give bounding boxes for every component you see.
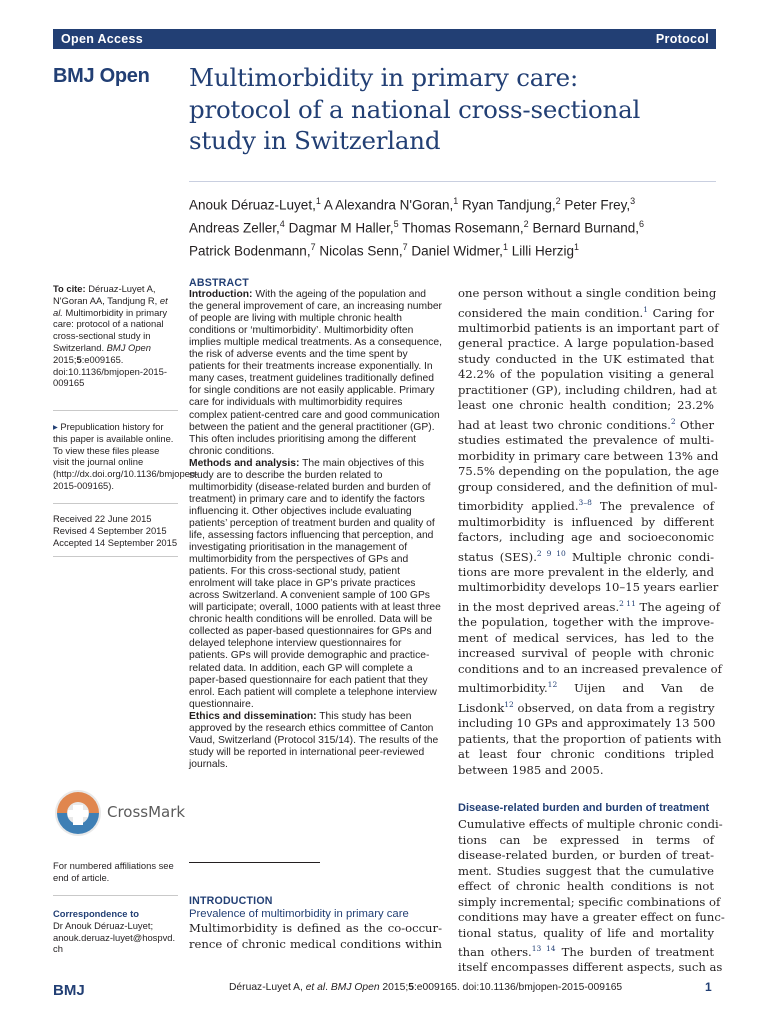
- section-subheading: Disease-related burden and burden of treatment: [458, 802, 710, 815]
- abstract-introduction: [189, 289, 442, 458]
- header-bar: [53, 29, 716, 49]
- cite-label: To cite:: [53, 283, 86, 294]
- text-line: rence of chronic medical conditions within: [189, 936, 442, 951]
- introduction-heading: INTRODUCTION: [189, 895, 273, 907]
- text-line: status (SES).$^{2 9 10}$ Multiple chronic condi-: [458, 548, 714, 564]
- correspondence-label: Correspondence to: [53, 908, 139, 919]
- article-type-label: Protocol: [655, 32, 709, 46]
- text-line: 42.2% of the population visiting a general: [458, 367, 714, 382]
- text-line: morbidity in primary care between 13% and: [458, 448, 719, 463]
- text-line: tional status, quality of life and mortality: [458, 925, 714, 940]
- text-line: one person without a single condition being: [458, 286, 717, 300]
- triangle-bullet-icon: ▸: [53, 421, 58, 432]
- author-line: Anouk Déruaz-Luyet,$^1$ A Alexandra N'Goran,$^1$ Ryan Tandjung,$^2$ Peter Frey,$^3$: [189, 196, 636, 213]
- text-line: ment of medical services, has led to the: [458, 630, 714, 645]
- section-text: This study has been approved by the research ethics committee of Canton Vaud, Switzerland (Protocol 315/14). The results of the study will be reported in international peer-reviewed journals.: [189, 710, 439, 770]
- page-number: 1: [705, 980, 712, 994]
- received-date: Received 22 June 2015: [53, 513, 152, 524]
- text-line: tions can be expressed in terms of: [458, 832, 714, 847]
- introduction-text: [189, 921, 442, 952]
- text-line: patients, that the proportion of patients with: [458, 731, 722, 746]
- revised-date: Revised 4 September 2015: [53, 524, 167, 536]
- author-line: Andreas Zeller,$^4$ Dagmar M Haller,$^5$ Thomas Rosemann,$^2$ Bernard Burnand,$^6$: [189, 219, 645, 236]
- crossmark-label: CrossMark: [107, 803, 186, 821]
- section-text: The main objectives of this study are to describe the burden related to multimorbidity (disease-related burden and burden of treatment) in primary care and to identify the factors influencing it. Other objectives include evaluating patients’ perception of treatment burden and quality of life, assessing factors influencing that perception, and investigating prioritisation in the management of multimorbidity from the perspectives of GPs and patients. For this cross-sectional study, patient enrolment will take place in GP’s private practices across Switzerland. A convenient sample of 100 GPs will participate; overall, 1000 patients with at least three chronic health conditions will be enrolled. Data will be collected as paper-based questionnaires for GPs and delayed telephone interview questionnaires for patients. GPs will provide demographic and practice-related data. In addition, each GP will complete a paper-based questionnaire for each patient that they enrol. Each patient will complete a telephone interview questionnaire.: [189, 457, 441, 710]
- prepub-block: [53, 421, 199, 492]
- text-line: conditions and to an increased prevalence of: [458, 661, 722, 676]
- title-line: protocol of a national cross-sectional: [189, 94, 641, 124]
- section-label: Methods and analysis:: [189, 457, 300, 469]
- text-line: increased survival of people with chronic: [458, 646, 714, 661]
- affiliations-note: For numbered affiliations see end of article.: [53, 860, 174, 883]
- bmj-logo[interactable]: BMJ: [53, 982, 85, 999]
- introduction-subheading: Prevalence of multimorbidity in primary care: [189, 908, 409, 920]
- text-line: conditions may have a greater effect on func-: [458, 910, 725, 925]
- correspondence-email[interactable]: anouk.deruaz-luyet@hospvd.ch: [53, 931, 176, 955]
- abstract-methods: [189, 458, 442, 711]
- text-line: 75.5% depending on the population, the age: [458, 464, 720, 479]
- text-line: multimorbidity.$^{12}$ Uijen and Van de: [458, 680, 714, 696]
- body-column-2: [458, 286, 725, 976]
- text-line: effect of chronic health conditions is not: [458, 879, 714, 894]
- text-line: itself encompasses different aspects, such as: [458, 960, 723, 975]
- introduction-section: [189, 895, 442, 952]
- text-line: Lisdonk$^{12}$ observed, on data from a registry: [458, 699, 715, 715]
- accepted-date: Accepted 14 September 2015: [53, 536, 178, 548]
- text-line: timorbidity applied.$^{3-8}$ The prevalence of: [458, 498, 714, 514]
- sidebar-divider: [53, 503, 178, 504]
- abstract-divider: [189, 862, 320, 863]
- abstract: [189, 277, 442, 771]
- author-line: Patrick Bodenmann,$^7$ Nicolas Senn,$^7$ Daniel Widmer,$^1$ Lilli Herzig$^1$: [189, 242, 579, 259]
- section-text: With the ageing of the population and the general improvement of care, an increasing number of people are living with multiple chronic health conditions or ‘multimorbidity’. Multimorbidity often implies multiple medical treatments. As a consequence, the risk of adverse events and the time spent by patients for their treatments increase exponentially. In many cases, treatment guidelines traditionally defined for single conditions are not easily applicable. Primary care for individuals with multimorbidity requires complex patient-centred care and good communication between the patient and the general practitioner (GP). This often includes prioritising among the different chronic conditions.: [189, 289, 442, 457]
- text-line: group considered, and the definition of mul-: [458, 479, 718, 494]
- text-line: disease-related burden, or burden of treat-: [458, 848, 714, 863]
- text-line: had at least two chronic conditions.$^2$ Other: [458, 416, 714, 432]
- text-line: multimorbidity is influenced by different: [458, 514, 714, 529]
- text-line: general practice. A large population-based: [458, 336, 714, 351]
- text-line: studies estimated the prevalence of multi-: [458, 433, 714, 448]
- correspondence-block: [53, 908, 178, 955]
- crossmark-icon: [53, 788, 103, 838]
- text-line: multimorbidity develops 10–15 years earlier: [458, 580, 719, 595]
- open-access-label: Open Access: [61, 32, 144, 46]
- text-line: multimorbid patients is an important part of: [458, 320, 719, 335]
- sidebar-divider: [53, 895, 178, 896]
- text-line: in the most deprived areas.$^{2 11}$ The ageing of: [458, 598, 721, 614]
- text-line: least one chronic health condition; 23.2%: [458, 398, 714, 413]
- text-line: tions are more prevalent in the elderly, and: [458, 564, 714, 579]
- text-line: Multimorbidity is defined as the co-occur-: [189, 921, 442, 935]
- author-list: [189, 192, 724, 262]
- footer-citation: Déruaz-Luyet A, et al. BMJ Open 2015;5:e009165. doi:10.1136/bmjopen-2015-009165: [229, 982, 623, 993]
- paragraph-burden: [458, 817, 725, 976]
- text-line: factors, including age and socioeconomic: [458, 530, 714, 545]
- prepub-text[interactable]: Prepublication history for this paper is available online. To view these files please visit the journal online (http://dx.doi.org/10.1136/bmjopen-2015-009165).: [53, 421, 199, 491]
- text-line: than others.$^{13 14}$ The burden of treatment: [458, 944, 714, 959]
- correspondence-name: Dr Anouk Déruaz-Luyet;: [53, 919, 154, 931]
- text-line: between 1985 and 2005.: [458, 762, 604, 777]
- dates-block: [53, 513, 178, 548]
- text-line: including 10 GPs and approximately 13 500: [458, 716, 716, 731]
- crossmark-badge[interactable]: [53, 784, 186, 842]
- text-line: considered the main condition.$^1$ Caring for: [458, 304, 715, 320]
- section-label: Ethics and dissemination:: [189, 710, 317, 722]
- abstract-heading: ABSTRACT: [189, 277, 249, 289]
- cite-text: Déruaz-Luyet A, N'Goran AA, Tandjung R, et al. Multimorbidity in primary care: protocol of a national cross-sectional study in Switzerland. BMJ Open 2015;5:e009165. doi:10.1136/bmjopen-2015-009165: [53, 283, 168, 389]
- text-line: the population, together with the improve-: [458, 615, 714, 630]
- section-label: Introduction:: [189, 289, 253, 301]
- text-line: study conducted in the UK estimated that: [458, 351, 714, 366]
- title-divider: [189, 181, 716, 182]
- text-line: at least four chronic conditions tripled: [458, 747, 714, 762]
- text-line: ment. Studies suggest that the cumulative: [458, 863, 714, 878]
- text-line: Cumulative effects of multiple chronic condi-: [458, 817, 723, 832]
- article-title: [189, 62, 729, 157]
- title-line: study in Switzerland: [189, 126, 441, 155]
- sidebar-divider: [53, 556, 178, 557]
- abstract-ethics: [189, 711, 442, 771]
- sidebar-divider: [53, 410, 178, 411]
- title-line: Multimorbidity in primary care:: [189, 63, 578, 92]
- paragraph-prevalence: [458, 286, 722, 778]
- journal-logo[interactable]: BMJ Open: [53, 65, 150, 87]
- text-line: simply incremental; specific combinations of: [458, 894, 721, 909]
- text-line: practitioner (GP), including children, had at: [458, 382, 717, 397]
- cite-block: [53, 283, 178, 389]
